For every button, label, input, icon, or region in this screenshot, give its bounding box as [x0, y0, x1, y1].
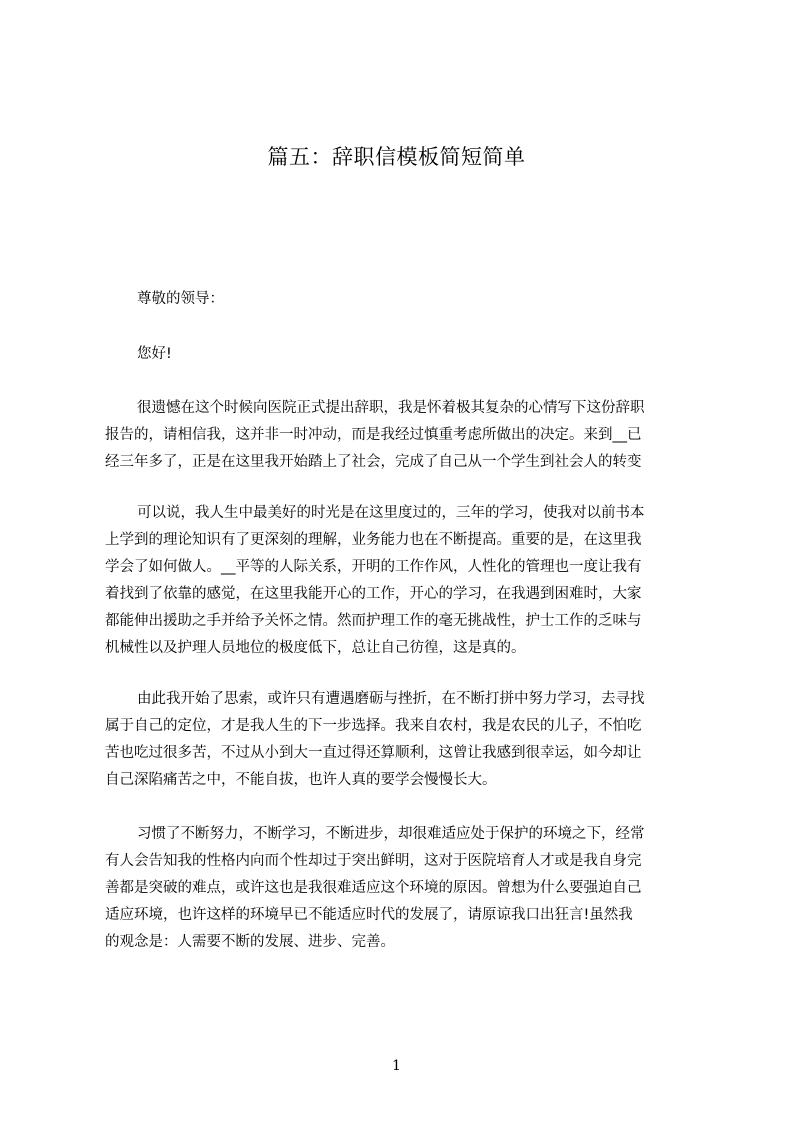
paragraph-line: 上学到的理论知识有了更深刻的理解，业务能力也在不断提高。重要的是，在这里我 [105, 532, 642, 548]
paragraph-line: 苦也吃过很多苦，不过从小到大一直过得还算顺利，这曾让我感到很幸运，如今却让 [105, 745, 642, 761]
paragraph-line: 着找到了依靠的感觉，在这里我能开心的工作，开心的学习，在我遇到困难时，大家 [105, 586, 642, 602]
paragraph-line: 经三年多了，正是在这里我开始踏上了社会，完成了自己从一个学生到社会人的转变 [105, 454, 642, 470]
paragraph-line: 习惯了不断努力，不断学习，不断进步，却很难适应处于保护的环境之下，经常 [137, 826, 645, 842]
paragraph-line: 属于自己的定位，才是我人生的下一步选择。我来自农村，我是农民的儿子，不怕吃 [105, 718, 642, 734]
paragraph-line: 报告的，请相信我，这并非一时冲动，而是我经过慎重考虑所做出的决定。来到__已 [105, 427, 642, 443]
paragraph-line: 都能伸出援助之手并给予关怀之情。然而护理工作的毫无挑战性，护士工作的乏味与 [105, 613, 642, 629]
paragraph-line: 的观念是：人需要不断的发展、进步、完善。 [105, 934, 395, 950]
paragraph-line: 善都是突破的难点，或许这也是我很难适应这个环境的原因。曾想为什么要强迫自己 [105, 880, 642, 896]
paragraph-line: 适应环境，也许这样的环境早已不能适应时代的发展了，请原谅我口出狂言!虽然我 [105, 907, 633, 923]
paragraph-line: 学会了如何做人。__平等的人际关系，开明的工作作风，人性化的管理也一度让我有 [105, 559, 642, 575]
paragraph-line: 可以说，我人生中最美好的时光是在这里度过的，三年的学习，使我对以前书本 [137, 505, 645, 521]
paragraph-line: 机械性以及护理人员地位的极度低下，总让自己彷徨，这是真的。 [105, 640, 526, 656]
page-number: 1 [392, 1058, 401, 1074]
paragraph-line: 很遗憾在这个时候向医院正式提出辞职，我是怀着极其复杂的心情写下这份辞职 [137, 400, 645, 416]
greeting: 您好! [137, 346, 172, 362]
paragraph-line: 自己深陷痛苦之中，不能自拔，也许人真的要学会慢慢长大。 [105, 772, 497, 788]
salutation: 尊敬的领导： [137, 291, 224, 307]
document-title: 篇五：辞职信模板简短简单 [267, 145, 526, 169]
paragraph-line: 由此我开始了思索，或许只有遭遇磨砺与挫折，在不断打拼中努力学习，去寻找 [137, 691, 645, 707]
paragraph-line: 有人会告知我的性格内向而个性却过于突出鲜明，这对于医院培育人才或是我自身完 [105, 853, 642, 869]
